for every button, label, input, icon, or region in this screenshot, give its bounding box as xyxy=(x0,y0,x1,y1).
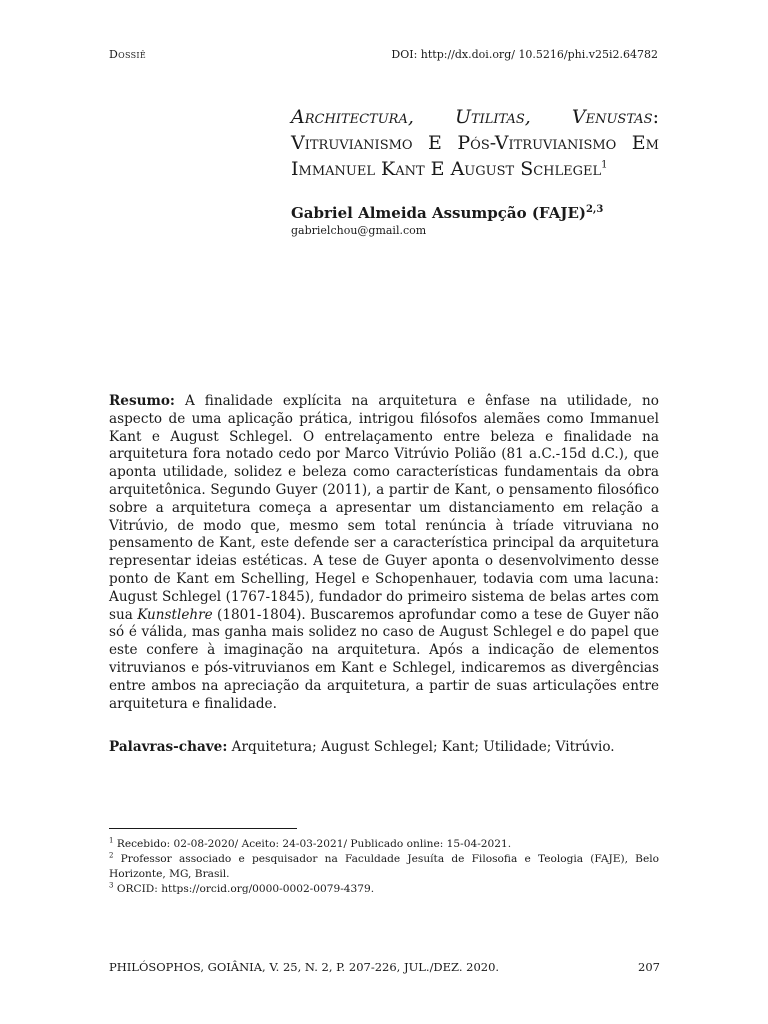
author-footnote-marks[interactable]: 2,3 xyxy=(585,204,604,215)
journal-citation: PHILÓSOPHOS, GOIÂNIA, V. 25, N. 2, P. 207-226, JUL./DEZ. 2020. xyxy=(109,960,500,974)
footnote-mark: 2 xyxy=(109,851,114,860)
footnote-mark: 3 xyxy=(109,881,114,890)
abstract-label: Resumo: xyxy=(109,393,175,409)
article-title xyxy=(291,104,659,182)
title-latin-part: Architectura, Utilitas, Venustas xyxy=(291,106,653,128)
abstract xyxy=(109,393,659,713)
abstract-text-1: A finalidade explícita na arquitetura e ênfase na utilidade, no aspecto de uma aplicação prática, intrigou filósofos alemães como Immanuel Kant e August Schlegel. O entrelaçamento entre beleza e finalidade na arquitetura fora notado cedo por Marco Vitrúvio Polião (81 a.C.-15d d.C.), que aponta utilidade, solidez e beleza como características fundamentais da obra arquitetônica. Segundo Guyer (2011), a partir de Kant, o pensamento filosófico sobre a arquitetura começa a apresentar um distanciamento em relação a Vitrúvio, de modo que, mesmo sem total renúncia à tríade vitruviana no pensamento de Kant, este defende ser a característica principal da arquitetura representar ideias estéticas. A tese de Guyer aponta o desenvolvimento desse ponto de Kant em Schelling, Hegel e Schopenhauer, todavia com uma lacuna: August Schlegel (1767-1845), fundador do primeiro sistema de belas artes com sua xyxy=(109,393,659,623)
page-number: 207 xyxy=(638,960,660,974)
abstract-text-2: (1801-1804). Buscaremos aprofundar como a tese de Guyer não só é válida, mas ganha mais solidez no caso de August Schlegel e do papel que este confere à imaginação na arquitetura. Após a indicação de elementos vitruvianos e pós-vitruvianos em Kant e Schlegel, indicaremos as divergências entre ambos na apreciação da arquitetura, a partir de suas articulações entre arquitetura e finalidade. xyxy=(109,606,659,712)
keywords-label: Palavras-chave: xyxy=(109,739,228,755)
footnote-mark: 1 xyxy=(109,836,114,845)
title-block xyxy=(291,104,659,237)
title-footnote-mark[interactable]: 1 xyxy=(601,159,608,171)
author-email[interactable]: gabrielchou@gmail.com xyxy=(291,224,427,237)
abstract-italic-term: Kunstlehre xyxy=(137,606,213,623)
footnote-2 xyxy=(109,852,659,882)
footnote-3 xyxy=(109,882,659,897)
footnotes xyxy=(109,837,659,897)
footnote-text: Recebido: 02-08-2020/ Aceito: 24-03-2021/ Publicado online: 15-04-2021. xyxy=(113,838,512,850)
keywords-text: Arquitetura; August Schlegel; Kant; Utilidade; Vitrúvio. xyxy=(227,739,615,755)
footnote-text: ORCID: https://orcid.org/0000-0002-0079-4379. xyxy=(113,883,375,895)
footnote-1 xyxy=(109,837,659,852)
keywords xyxy=(109,738,659,756)
footnote-text: Professor associado e pesquisador na Faculdade Jesuíta de Filosofia e Teologia (FAJE), Belo Horizonte, MG, Brasil. xyxy=(109,853,659,880)
doi-link[interactable]: DOI: http://dx.doi.org/ 10.5216/phi.v25i2.64782 xyxy=(391,48,658,61)
footnote-divider xyxy=(109,828,297,829)
title-colon: : xyxy=(652,106,659,128)
author-name: Gabriel Almeida Assumpção (FAJE) xyxy=(291,204,586,222)
section-label: Dossiê xyxy=(109,48,146,61)
title-rest: Vitruvianismo E Pós-Vitruvianismo Em Immanuel Kant E August Schlegel xyxy=(291,132,659,180)
author-line xyxy=(291,204,659,222)
